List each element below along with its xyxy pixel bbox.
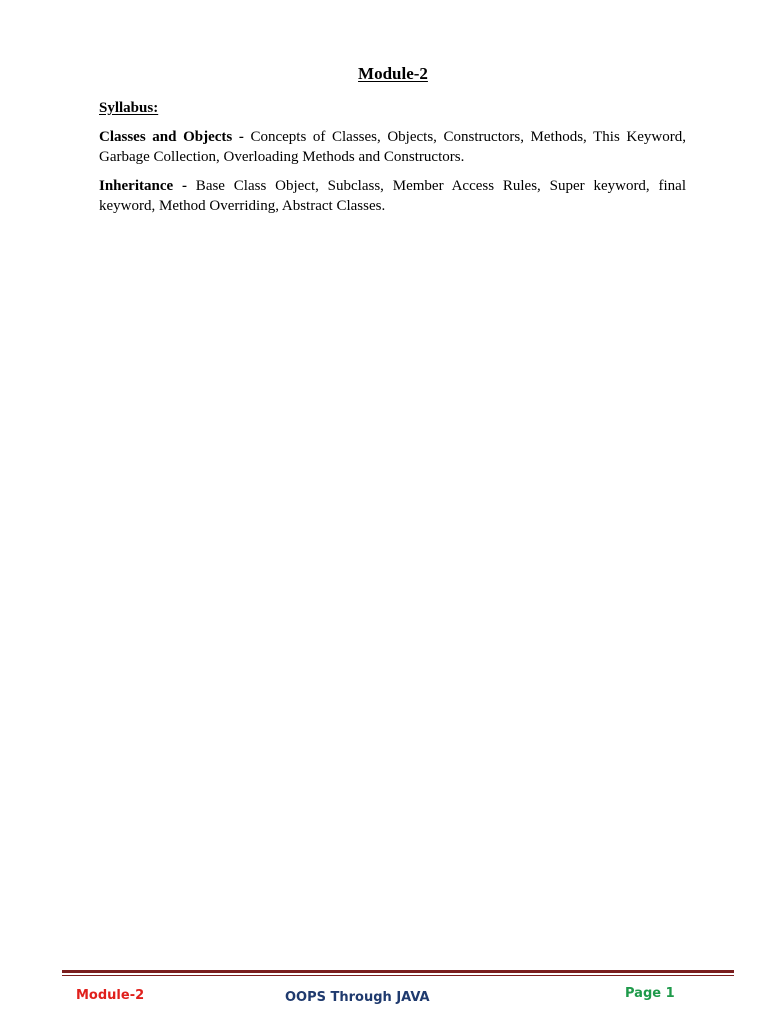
topic-text: Concepts of Classes, Objects, Constructors, Methods, This Keyword, Garbage Collection, Overloading Methods and Constructors. bbox=[99, 129, 686, 165]
footer-divider bbox=[62, 970, 734, 973]
topic-text: Base Class Object, Subclass, Member Access Rules, Super keyword, final keyword, Method Overriding, Abstract Classes. bbox=[99, 178, 687, 214]
page-title: Module-2 bbox=[358, 64, 428, 83]
footer-page-number: Page 1 bbox=[625, 986, 675, 1001]
topic-classes-and-objects bbox=[99, 127, 686, 167]
document-body bbox=[99, 98, 686, 225]
footer-module-label: Module-2 bbox=[76, 988, 145, 1003]
topic-inheritance bbox=[99, 176, 686, 216]
syllabus-heading: Syllabus: bbox=[99, 100, 159, 116]
footer-course-title: OOPS Through JAVA bbox=[285, 990, 430, 1005]
page-footer bbox=[0, 986, 768, 1008]
topic-label: Classes and Objects - bbox=[99, 129, 244, 145]
topic-label: Inheritance - bbox=[99, 178, 187, 194]
footer-divider-thin bbox=[62, 975, 734, 976]
